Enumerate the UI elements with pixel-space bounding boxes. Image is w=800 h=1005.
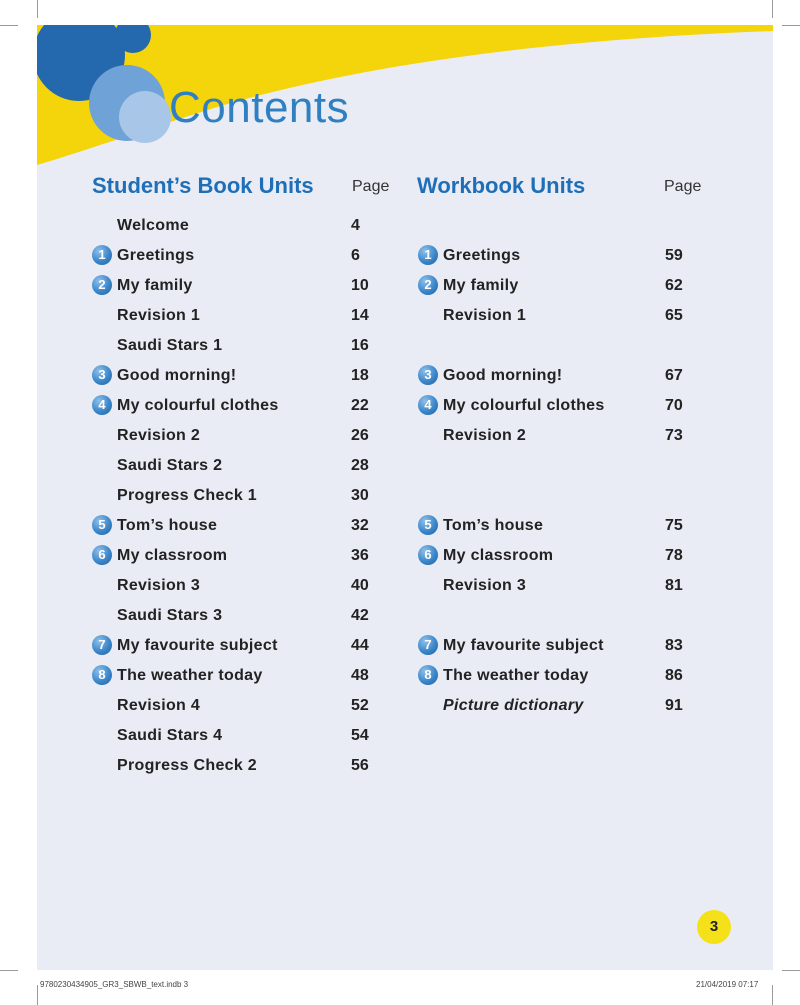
blue-circle-pale	[119, 91, 171, 143]
contents-entry	[415, 572, 705, 602]
contents-entry	[415, 242, 705, 272]
unit-number-badge: 6	[418, 545, 438, 565]
entry-page-number: 30	[351, 487, 369, 504]
crop-mark	[782, 25, 800, 26]
crop-mark	[782, 970, 800, 971]
contents-entry	[89, 272, 391, 302]
entry-page-number: 26	[351, 427, 369, 444]
entry-page-number: 86	[665, 667, 683, 684]
contents-entry	[415, 392, 705, 422]
unit-number-badge: 1	[92, 245, 112, 265]
entry-page-number: 65	[665, 307, 683, 324]
unit-number-badge: 7	[418, 635, 438, 655]
workbook-heading: Workbook Units	[417, 173, 586, 198]
contents-entry	[89, 302, 391, 332]
entry-label: My family	[117, 277, 193, 294]
entry-page-number: 83	[665, 637, 683, 654]
contents-entry	[415, 422, 705, 452]
entry-label: Saudi Stars 2	[117, 457, 223, 474]
entry-label: Good morning!	[443, 367, 563, 384]
unit-number-badge: 6	[92, 545, 112, 565]
unit-number-badge: 2	[92, 275, 112, 295]
contents-entry	[89, 362, 391, 392]
entry-label: Revision 2	[443, 427, 527, 444]
unit-number-badge: 5	[92, 515, 112, 535]
entry-page-number: 48	[351, 667, 369, 684]
entry-label: Greetings	[443, 247, 521, 264]
contents-entry	[89, 602, 391, 632]
entry-label: Good morning!	[117, 367, 237, 384]
entry-page-number: 10	[351, 277, 369, 294]
entry-label: Saudi Stars 4	[117, 727, 223, 744]
entry-label: Greetings	[117, 247, 195, 264]
entry-label: My family	[443, 277, 519, 294]
unit-number-badge: 8	[92, 665, 112, 685]
contents-entry	[89, 632, 391, 662]
entry-label: Progress Check 2	[117, 757, 257, 774]
footer-timestamp: 21/04/2019 07:17	[696, 980, 759, 989]
entry-page-number: 6	[351, 247, 360, 264]
entry-page-number: 32	[351, 517, 369, 534]
entry-page-number: 75	[665, 517, 683, 534]
entry-label: Revision 2	[117, 427, 201, 444]
contents-entry	[89, 332, 391, 362]
contents-entry	[89, 662, 391, 692]
entry-page-number: 14	[351, 307, 369, 324]
entry-label: Picture dictionary	[443, 697, 584, 714]
entry-page-number: 73	[665, 427, 683, 444]
unit-number-badge: 1	[418, 245, 438, 265]
entry-page-number: 78	[665, 547, 683, 564]
contents-entry	[415, 512, 705, 542]
entry-label: My classroom	[443, 547, 554, 564]
contents-entry	[415, 662, 705, 692]
entry-page-number: 40	[351, 577, 369, 594]
contents-entry	[89, 692, 391, 722]
entry-label: Revision 4	[117, 697, 201, 714]
unit-number-badge: 3	[92, 365, 112, 385]
entry-label: Revision 1	[443, 307, 527, 324]
contents-entry	[415, 272, 705, 302]
entry-label: Revision 3	[117, 577, 201, 594]
crop-mark	[772, 0, 773, 18]
entry-page-number: 67	[665, 367, 683, 384]
footer-file-slug: 9780230434905_GR3_SBWB_text.indb 3	[40, 980, 189, 989]
entry-label: My colourful clothes	[117, 397, 279, 414]
contents-entry	[415, 632, 705, 662]
crop-mark	[0, 25, 18, 26]
entry-label: My favourite subject	[443, 637, 604, 654]
entry-label: Saudi Stars 1	[117, 337, 223, 354]
unit-number-badge: 7	[92, 635, 112, 655]
entry-label: Welcome	[117, 217, 190, 234]
entry-page-number: 62	[665, 277, 683, 294]
contents-entry	[89, 392, 391, 422]
contents-entry	[415, 362, 705, 392]
crop-mark	[772, 985, 773, 1005]
page-title: Contents	[169, 83, 350, 132]
unit-number-badge: 3	[418, 365, 438, 385]
unit-number-badge: 2	[418, 275, 438, 295]
entry-page-number: 18	[351, 367, 369, 384]
students-book-heading: Student’s Book Units	[92, 173, 314, 198]
entry-label: My favourite subject	[117, 637, 278, 654]
contents-entry	[89, 512, 391, 542]
contents-entry	[89, 212, 391, 242]
entry-page-number: 59	[665, 247, 683, 264]
entry-label: My colourful clothes	[443, 397, 605, 414]
contents-entry	[89, 542, 391, 572]
entry-page-number: 91	[665, 697, 683, 714]
contents-entry	[89, 452, 391, 482]
entry-page-number: 70	[665, 397, 683, 414]
unit-number-badge: 8	[418, 665, 438, 685]
entry-page-number: 52	[351, 697, 369, 714]
entry-page-number: 44	[351, 637, 369, 654]
entry-label: Tom’s house	[117, 517, 218, 534]
contents-entry	[89, 752, 391, 782]
entry-page-number: 36	[351, 547, 369, 564]
crop-mark	[0, 970, 18, 971]
contents-entry	[89, 722, 391, 752]
entry-page-number: 54	[351, 727, 369, 744]
entry-label: My classroom	[117, 547, 228, 564]
entry-label: Revision 3	[443, 577, 527, 594]
crop-mark	[37, 985, 38, 1005]
entry-label: The weather today	[117, 667, 263, 684]
entry-label: Saudi Stars 3	[117, 607, 223, 624]
workbook-page-heading: Page	[664, 178, 702, 195]
contents-entry	[415, 542, 705, 572]
entry-page-number: 81	[665, 577, 683, 594]
contents-page	[37, 25, 773, 970]
unit-number-badge: 4	[92, 395, 112, 415]
header-banner	[37, 25, 773, 185]
students-book-page-heading: Page	[352, 178, 390, 195]
entry-label: The weather today	[443, 667, 589, 684]
unit-number-badge: 5	[418, 515, 438, 535]
contents-entry	[89, 422, 391, 452]
entry-page-number: 28	[351, 457, 369, 474]
contents-entry	[415, 692, 705, 722]
contents-entry	[415, 302, 705, 332]
entry-page-number: 56	[351, 757, 369, 774]
entry-page-number: 4	[351, 217, 360, 234]
contents-entry	[89, 242, 391, 272]
entry-page-number: 16	[351, 337, 369, 354]
contents-entry	[89, 572, 391, 602]
contents-entry	[89, 482, 391, 512]
unit-number-badge: 4	[418, 395, 438, 415]
entry-page-number: 42	[351, 607, 369, 624]
crop-mark	[37, 0, 38, 18]
entry-label: Progress Check 1	[117, 487, 257, 504]
entry-label: Tom’s house	[443, 517, 544, 534]
entry-label: Revision 1	[117, 307, 201, 324]
entry-page-number: 22	[351, 397, 369, 414]
page-number-badge: 3	[697, 910, 731, 944]
